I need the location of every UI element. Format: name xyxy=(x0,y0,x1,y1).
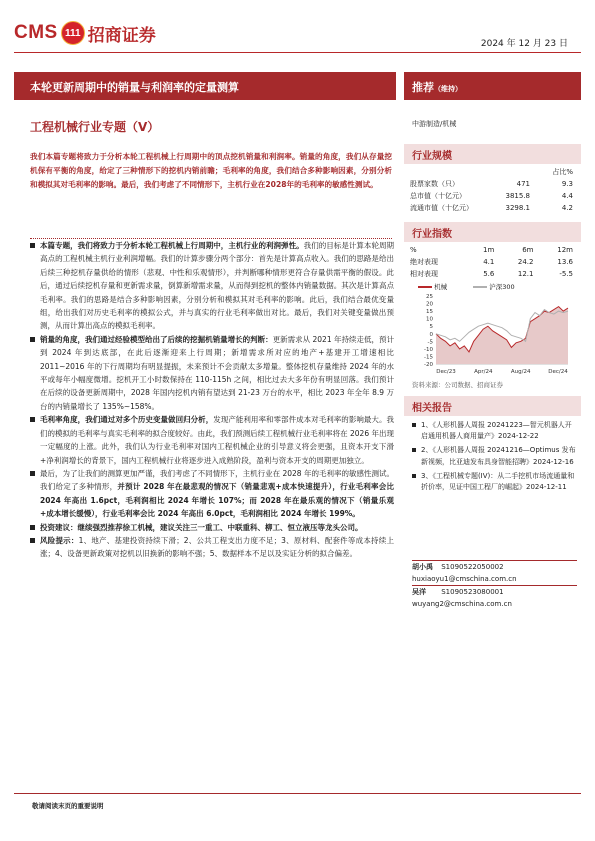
logo-text-en: CMS xyxy=(14,22,58,43)
row-label: 股票家数（只） xyxy=(410,180,459,188)
paragraph-text: 更新需求从 2021 年持续走低，预计到 2024 年到达底部，在此后逐渐迎来上行周期；新增需求所对应的地产+基建开工增速相比 2011~2016 年的下行周期均有明显提振，未来预计不会贡献太多增量。整体挖机存量维持 2024 年的水平或每年小幅度微增。挖机开工小时数保持在 110-115h 之间，相比过去大多年份有明显回落。我们预计在后续的设备更新周期中，2028 年国内挖机内销有望达到 21-23 万台的水平，相比 2023 年全年 8.9 万台的内销量增长了 135%~158%。 xyxy=(40,334,395,411)
risk-text: 1、地产、基建投资持续下滑；2、公共工程支出力度不足；3、原材料、配套件等成本持续上涨；4、设备更新政策对挖机以旧换新的影响不强；5、数据样本不足以及实证分析的拟合偏差。 xyxy=(40,535,394,559)
legend-label: 沪深300 xyxy=(489,283,515,291)
abstract: 我们本篇专题将致力于分析本轮工程机械上行周期中的顶点挖机销量和利润率。销量的角度，我们从存量挖机保有平衡的角度，给定了三种情形下的挖机内销前瞻；毛利率的角度，我们结合多种影响因素，分别分析和模拟其对毛利率的影响。最后，我们考虑了不同情形下，主机行业在2028年的毛利率的敏感性测试。 xyxy=(30,152,392,190)
table-row xyxy=(410,178,573,190)
body-paragraph xyxy=(30,413,394,467)
logo-text-cn: 招商证券 xyxy=(87,25,156,46)
related-item[interactable] xyxy=(412,445,577,467)
cell: 24.2 xyxy=(517,258,534,266)
related-text: 2、《人形机器人周报 20241216—Optimus 发布新视频，比亚迪发布具身智能招聘》2024-12-16 xyxy=(421,446,576,466)
bullet-icon xyxy=(30,243,35,248)
row-pct: 4.4 xyxy=(561,192,573,200)
paragraph-text: 最后，为了让我们的测算更加严谨，我们考虑了不同情形下，主机行业在 2028 年的毛利率的敏感性测试。我们给定了多种情形， xyxy=(40,468,394,492)
body-text xyxy=(30,239,394,561)
row-label: 绝对表现 xyxy=(410,258,438,266)
related-text: 3、《工程机械专题(IV)：从二手挖机市场流通量和折价率，见证中国工程厂的崛起》2024-12-11 xyxy=(421,471,575,492)
paragraph-lead: 本篇专题， xyxy=(40,241,78,250)
paragraph-lead: 我们将致力于分析本轮工程机械上行周期中，主机行业的利润弹性。 xyxy=(77,241,304,250)
bullet-icon xyxy=(30,337,35,342)
y-tick-label: 10 xyxy=(426,316,433,323)
rating xyxy=(412,79,462,95)
y-tick-label: -5 xyxy=(427,339,433,346)
row-label: 总市值（十亿元） xyxy=(410,192,466,200)
report-date: 2024 年 12 月 23 日 xyxy=(480,39,568,49)
body-paragraph xyxy=(30,333,394,413)
table-row xyxy=(410,256,573,268)
index-chart xyxy=(406,290,578,376)
x-tick-label: Dec/23 xyxy=(436,369,456,375)
header-divider xyxy=(14,52,581,53)
legend-swatch-icon xyxy=(418,286,432,288)
table-row xyxy=(410,190,573,202)
company-logo xyxy=(14,20,156,46)
row-label: 相对表现 xyxy=(410,270,438,278)
table-row xyxy=(410,268,573,280)
body-paragraph xyxy=(30,467,394,521)
author xyxy=(412,587,577,599)
column-header: 6m xyxy=(522,246,534,254)
row-pct: 4.2 xyxy=(561,204,573,212)
x-tick-label: Apr/24 xyxy=(474,369,493,375)
row-value: 3815.8 xyxy=(505,192,530,200)
x-tick-label: Aug/24 xyxy=(510,369,531,375)
bullet-icon xyxy=(30,471,35,476)
index-table xyxy=(410,244,573,280)
cell: 13.6 xyxy=(557,258,573,266)
bullet-icon xyxy=(412,423,416,427)
table-header-row xyxy=(410,166,573,178)
chart-source: 资料来源：公司数据、招商证券 xyxy=(412,381,503,389)
report-title: 本轮更新周期中的销量与利润率的定量测算 xyxy=(30,81,239,94)
paragraph-text: 发现产能利用率和零部件成本对毛利率的影响最大。我们的模拟的毛利率与真实毛利率的拟合度较好。由此，我们预测后续工程机械行业毛利率将在 2026 年出现一定幅度的上涨。此外，我们认为行业毛利率对国内工程机械企业的引导意义将会更强，且资本开支下滑+净利润增长的背景下，国内工程机械行业将逐步进入成熟阶段，盈利与资本开支的周期更加独立。 xyxy=(40,415,394,465)
paragraph-lead: 风险提示： xyxy=(40,535,79,545)
index-title: 行业指数 xyxy=(412,229,452,240)
body-paragraph xyxy=(30,521,394,534)
y-tick-label: 5 xyxy=(429,324,433,331)
author-email[interactable]: huxiaoyu1@cmschina.com.cn xyxy=(412,574,517,583)
author-id: S1090522050002 xyxy=(441,563,504,571)
legend-label: 机械 xyxy=(434,283,448,291)
author xyxy=(412,562,577,574)
author-divider xyxy=(412,560,577,561)
bullet-icon xyxy=(412,474,416,478)
related-list xyxy=(412,420,577,496)
scale-table xyxy=(410,166,573,214)
cell: -5.5 xyxy=(559,270,573,278)
authors xyxy=(412,560,577,610)
industry-label: 中游制造/机械 xyxy=(412,120,457,128)
bullet-icon xyxy=(30,538,35,543)
row-value: 471 xyxy=(516,180,530,188)
y-tick-label: 20 xyxy=(426,301,433,308)
series-area-机械 xyxy=(436,307,568,364)
row-value: 3298.1 xyxy=(505,204,530,212)
column-header: 12m xyxy=(557,246,573,254)
bullet-icon xyxy=(412,448,416,452)
body-paragraph xyxy=(30,534,394,561)
y-tick-label: 15 xyxy=(426,309,433,316)
author-id: S1090523080001 xyxy=(441,588,504,596)
body-paragraph xyxy=(30,239,394,333)
x-tick-label: Dec/24 xyxy=(548,369,568,375)
author-email[interactable]: wuyang2@cmschina.com.cn xyxy=(412,599,512,608)
bullet-icon xyxy=(30,525,35,530)
paragraph-text: 我们的目标是计算本轮周期高点的工程机械主机行业利润增幅。我们的计算步骤分两个部分：首先是计算高点收入。我们的思路是给出后续三种挖机存量供给的情形（悲观、中性和乐观情形），并判断哪种情形更符合存量供需平衡的假设。此后，通过后续挖机存量和更新需求量，倒算新增需求量，从而得到挖机的整体内销量数据。其次是计算高点毛利率。我们的思路是结合多种影响因素，分别分析和模拟其对毛利率的影响。此后，我们结合最优变量组，给出我们对历史毛利率的模拟公式，并与真实的行业毛利率做出对比。最后，我们对关键变量做出预测，从而计算出高点的模拟毛利率。 xyxy=(40,241,395,331)
y-tick-label: -20 xyxy=(424,362,433,368)
column-header: 1m xyxy=(483,246,495,254)
footer-divider xyxy=(14,793,581,794)
cell: 12.1 xyxy=(517,270,534,278)
cell: 5.6 xyxy=(483,270,495,278)
row-label: 流通市值（十亿元） xyxy=(410,204,473,212)
rating-sub: （维持） xyxy=(434,85,462,93)
cell: 4.1 xyxy=(483,258,495,266)
paragraph-lead: 毛利率角度，我们通过对多个历史变量做回归分析， xyxy=(40,415,214,425)
legend-swatch-icon xyxy=(473,286,487,288)
y-tick-label: 0 xyxy=(429,331,433,338)
related-title: 相关报告 xyxy=(412,403,452,414)
paragraph-lead: 销量的角度，我们通过经验模型给出了后续的挖掘机销量增长的判断： xyxy=(40,334,273,344)
y-tick-label: 25 xyxy=(426,294,433,300)
author-divider xyxy=(412,585,577,586)
column-header: 占比% xyxy=(552,168,573,176)
related-text: 1、《人形机器人周报 20241223—智元机器人开启通用机器人商用量产》2024-12-22 xyxy=(421,421,572,441)
column-header: % xyxy=(410,246,417,254)
y-tick-label: -10 xyxy=(424,346,433,353)
rating-label: 推荐 xyxy=(412,81,434,94)
related-item[interactable] xyxy=(412,471,577,493)
related-item[interactable] xyxy=(412,420,577,442)
table-row xyxy=(410,202,573,214)
report-subtitle: 工程机械行业专题（V） xyxy=(30,120,160,134)
y-tick-label: -15 xyxy=(424,354,433,361)
table-header-row xyxy=(410,244,573,256)
paragraph-emphasis: 并预计 2028 年在最悲观的情况下（销量悲观+成本快速提升），行业毛利率会比 2024 年高出 1.6pct，毛利润相比 2024 年增长 107%；而 2028 年在最乐观的情况下（销量乐观+成本增长缓慢），行业毛利率会比 2024 年高出 6.0pct，毛利润相比 2024 年增长 199%。 xyxy=(40,482,394,519)
row-pct: 9.3 xyxy=(561,180,573,188)
bullet-icon xyxy=(30,417,35,422)
footer-note: 敬请阅读末页的重要说明 xyxy=(32,802,104,810)
author-name: 胡小禹 xyxy=(412,563,433,571)
logo-badge-icon: 111 xyxy=(61,21,85,45)
scale-title: 行业规模 xyxy=(412,151,452,162)
author-name: 吴洋 xyxy=(412,588,426,596)
investment-advice: 投资建议：继续强烈推荐徐工机械，建议关注三一重工、中联重科、柳工、恒立液压等龙头公司。 xyxy=(40,522,363,532)
